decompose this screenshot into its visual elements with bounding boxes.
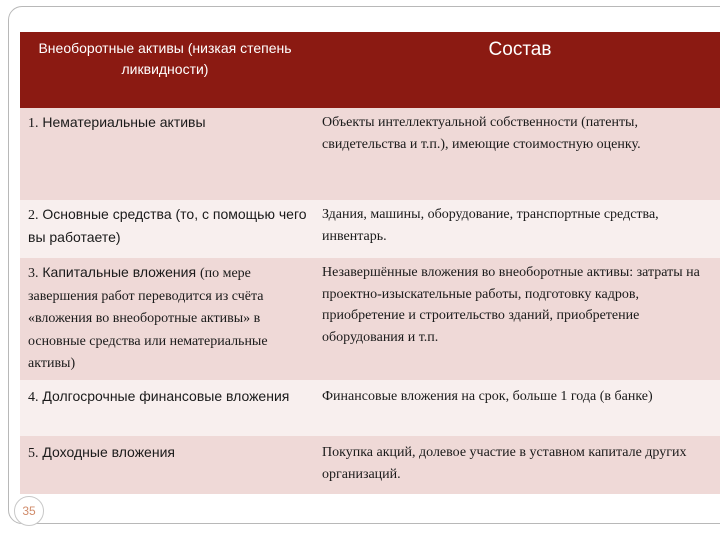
- row-title: Основные средства (то, с помощью чего вы работаете): [28, 206, 307, 245]
- row-title: Долгосрочные финансовые вложения: [42, 388, 290, 404]
- table-header: [20, 32, 720, 108]
- row-number: 5.: [28, 446, 39, 461]
- row-number: 2.: [28, 208, 39, 223]
- row-description: Покупка акций, долевое участие в уставном капитале других организаций.: [322, 445, 687, 482]
- slide-number-badge: 35: [14, 496, 44, 526]
- header-col-assets: Внеоборотные активы (низкая степень ликвидности): [38, 40, 292, 77]
- table-row: [20, 108, 720, 200]
- row-description: Объекты интеллектуальной собственности (патенты, свидетельства и т.п.), имеющие стоимостную оценку.: [322, 115, 641, 152]
- header-col-composition: Состав: [488, 39, 552, 60]
- row-asset-cell: [28, 112, 308, 135]
- table-row: [20, 200, 720, 258]
- assets-table: [20, 32, 720, 494]
- table-row: [20, 380, 720, 436]
- table-row: [20, 258, 720, 380]
- row-asset-cell: [28, 262, 308, 375]
- row-asset-cell: [28, 386, 308, 409]
- table-row: [20, 436, 720, 494]
- row-asset-cell: [28, 204, 308, 248]
- row-title: Доходные вложения: [42, 444, 175, 460]
- row-description: Здания, машины, оборудование, транспортные средства, инвентарь.: [322, 207, 659, 244]
- row-asset-cell: [28, 442, 308, 465]
- row-number: 1.: [28, 116, 39, 131]
- row-title: Капитальные вложения: [42, 264, 197, 280]
- row-description: Незавершённые вложения во внеоборотные активы: затраты на проектно-изыскательные работы, подготовку кадров, приобретение и строительство зданий, приобретение оборудования и т.п.: [322, 265, 700, 345]
- row-number: 4.: [28, 390, 39, 405]
- row-title: Нематериальные активы: [42, 114, 206, 130]
- row-description: Финансовые вложения на срок, больше 1 года (в банке): [322, 389, 653, 404]
- row-title-note: (по мере завершения работ переводится из счёта «вложения во внеоборотные активы» в основные средства или нематериальные активы): [28, 266, 268, 371]
- row-number: 3.: [28, 266, 39, 281]
